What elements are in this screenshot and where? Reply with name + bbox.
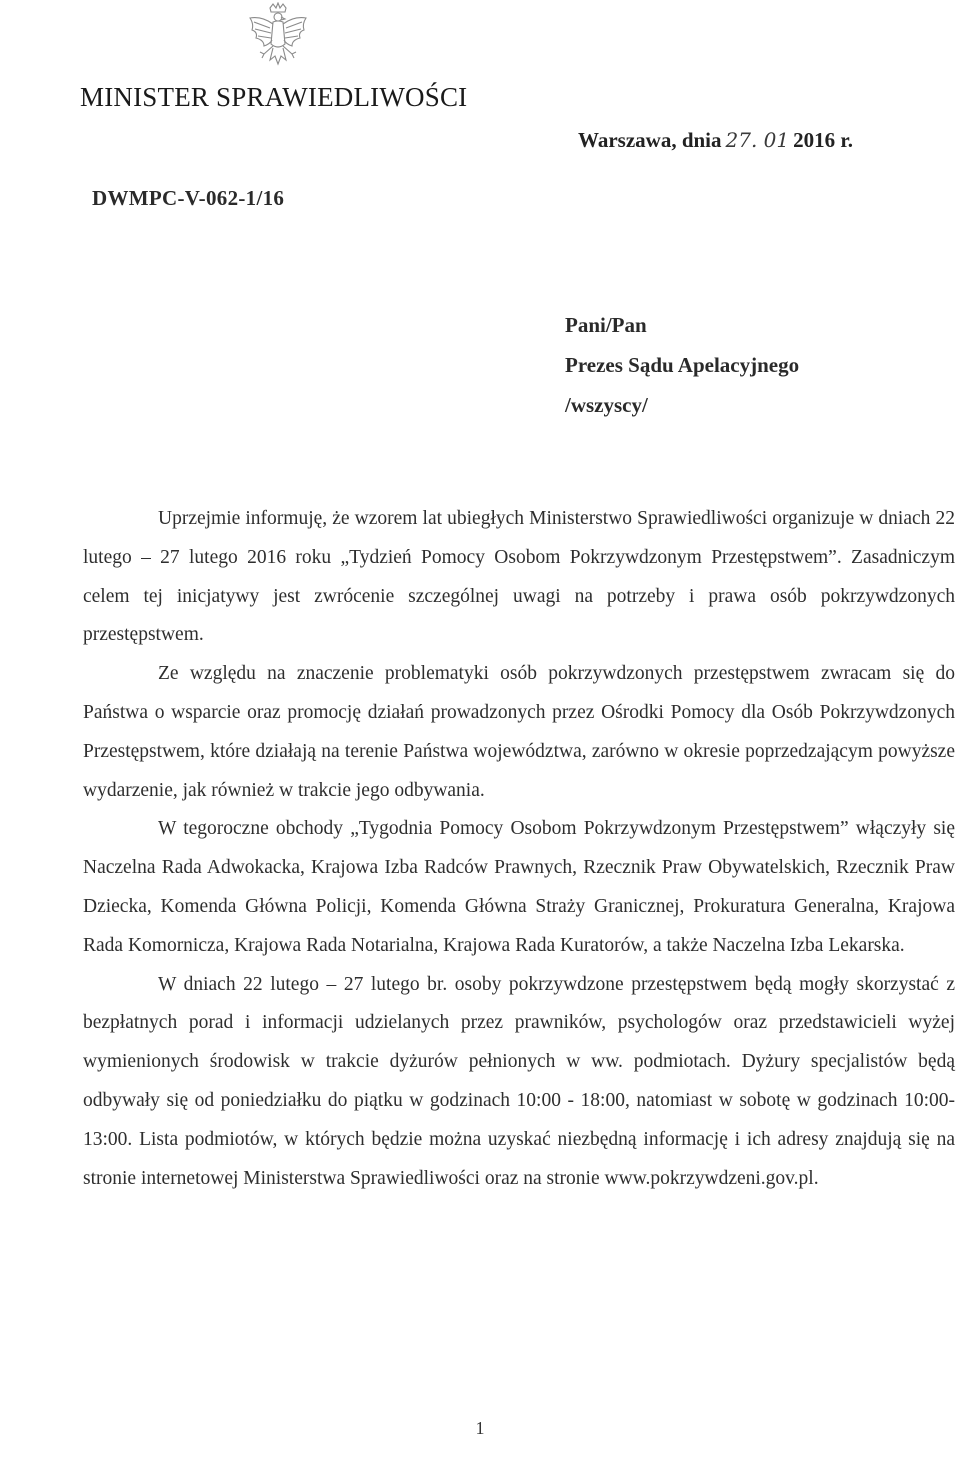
paragraph-3: W tegoroczne obchody „Tygodnia Pomocy Osobom Pokrzywdzonym Przestępstwem” włączyły się Naczelna Rada Adwokacka, Krajowa Izba Radców Prawnych, Rzecznik Praw Obywatelskich, Rzecznik Praw Dziecka, Komenda Główna Policji, Komenda Główna Straży Granicznej, Prokuratura Generalna, Krajowa Rada Komornicza, Krajowa Rada Notarialna, Krajowa Rada Kuratorów, a także Naczelna Izba Lekarska. <box>83 818 955 956</box>
ministry-title: MINISTER SPRAWIEDLIWOŚCI <box>80 82 468 112</box>
polish-eagle-emblem-icon <box>240 2 316 78</box>
place-and-date <box>578 128 853 153</box>
paragraph-2: Ze względu na znaczenie problematyki osób pokrzywdzonych przestępstwem zwracam się do Państwa o wsparcie oraz promocję działań prowadzonych przez Ośrodki Pomocy dla Osób Pokrzywdzonych Przestępstwem, które działają na terenie Państwa województwa, zarówno w okresie poprzedzającym powyższe wydarzenie, jak również w trakcie jego odbywania. <box>83 663 955 801</box>
date-year: 2016 r. <box>793 128 854 152</box>
place-label: Warszawa, dnia <box>578 128 722 152</box>
addressee-block <box>565 305 799 425</box>
reference-number: DWMPC-V-062-1/16 <box>92 186 285 210</box>
addressee-line-1: Pani/Pan <box>565 313 647 337</box>
addressee-line-2: Prezes Sądu Apelacyjnego <box>565 353 800 377</box>
page-number: 1 <box>475 1418 485 1438</box>
paragraph-4: W dniach 22 lutego – 27 lutego br. osoby pokrzywdzone przestępstwem będą mogły skorzystać z bezpłatnych porad i informacji udzielanych przez prawników, psychologów oraz przedstawicieli wyżej wymienionych środowisk w trakcie dyżurów pełnionych w ww. podmiotach. Dyżury specjalistów będą odbywały się od poniedziałku do piątku w godzinach 10:00 - 18:00, natomiast w sobotę w godzinach 10:00-13:00. Lista podmiotów, w których będzie można uzyskać niezbędną informację i ich adresy znajdują się na stronie internetowej Ministerstwa Sprawiedliwości oraz na stronie www.pokrzywdzeni.gov.pl. <box>83 973 955 1189</box>
addressee-line-3: /wszyscy/ <box>565 393 648 417</box>
handwritten-date: 27. 01 <box>725 128 790 152</box>
paragraph-1: Uprzejmie informuję, że wzorem lat ubiegłych Ministerstwo Sprawiedliwości organizuje w dniach 22 lutego – 27 lutego 2016 roku „Tydzień Pomocy Osobom Pokrzywdzonym Przestępstwem”. Zasadniczym celem tej inicjatywy jest zwrócenie szczególnej uwagi na potrzeby i prawa osób pokrzywdzonych przestępstwem. <box>83 508 955 646</box>
letter-body <box>83 500 955 1198</box>
